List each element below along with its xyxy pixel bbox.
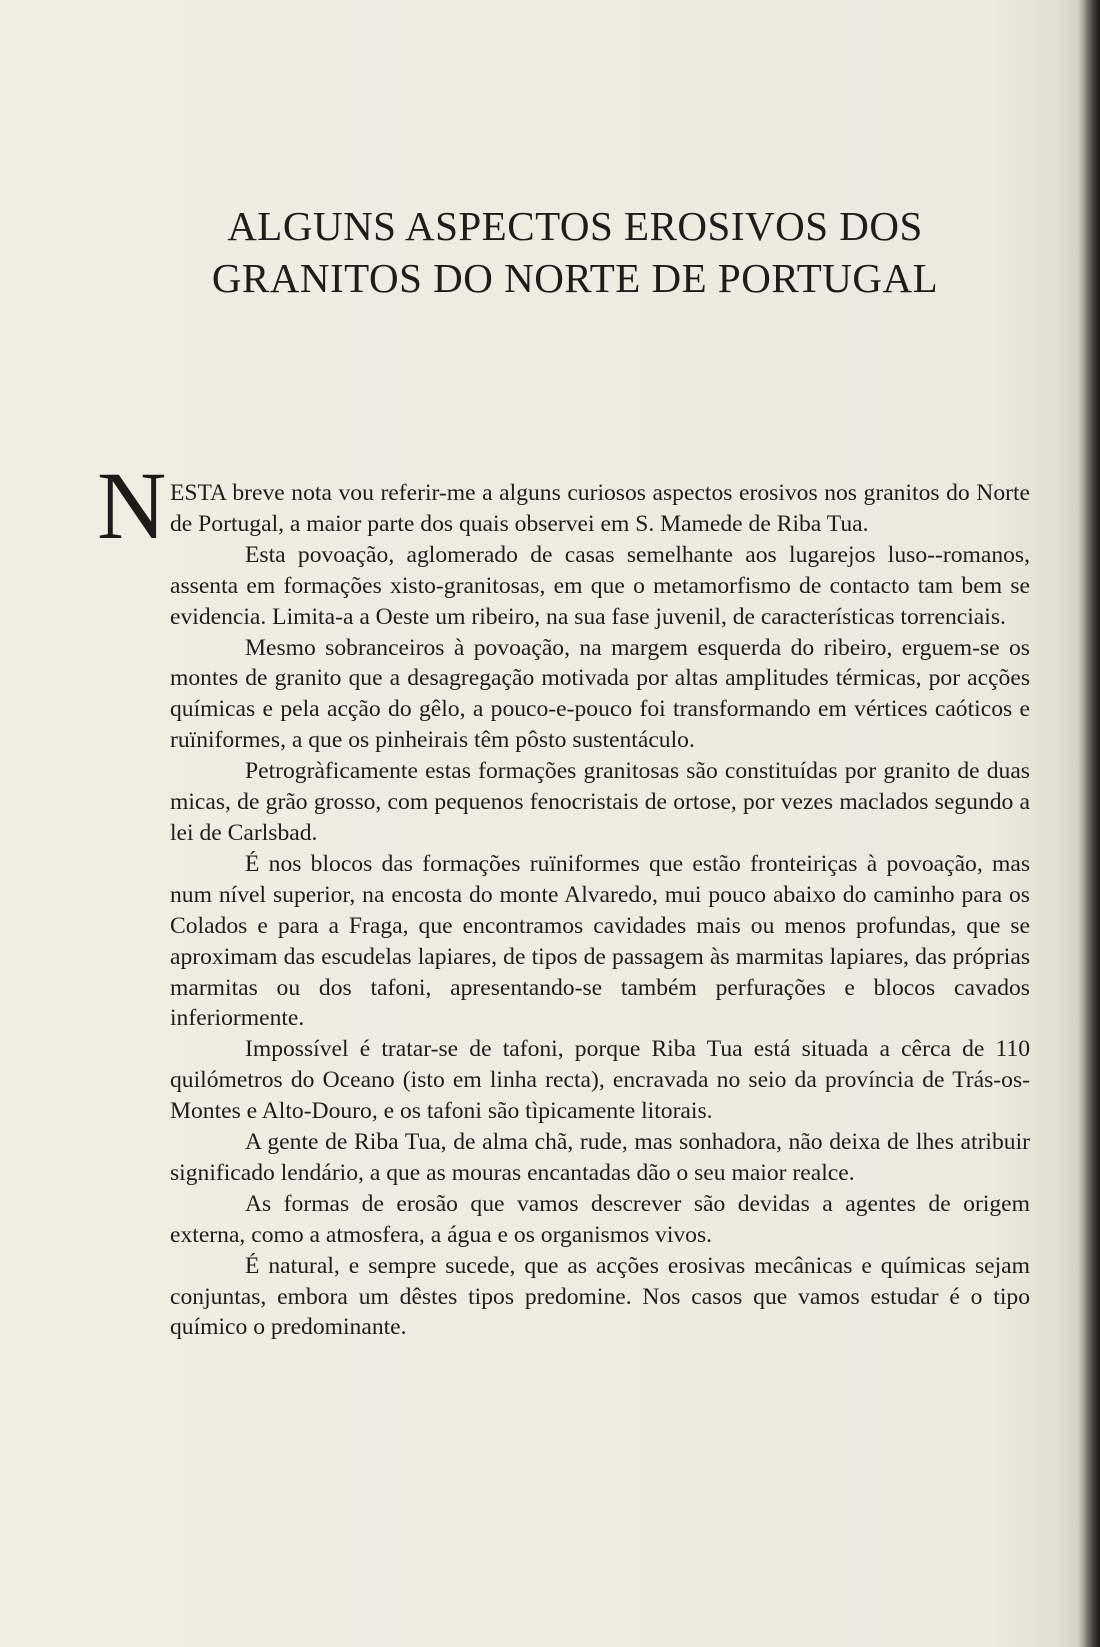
article-title <box>160 200 990 304</box>
drop-cap: N <box>97 452 167 559</box>
paragraph-7: A gente de Riba Tua, de alma chã, rude, mas sonhadora, não deixa de lhes atribuir significado lendário, a que as mouras encantadas dão o seu maior realce. <box>170 1129 1030 1186</box>
paragraph-9: É natural, e sempre sucede, que as acções erosivas mecânicas e químicas sejam conjuntas, embora um dêstes tipos predomine. Nos casos que vamos estudar é o tipo químico o predominante. <box>170 1252 1030 1341</box>
paragraph-8: As formas de erosão que vamos descrever são devidas a agentes de origem externa, como a atmosfera, a água e os organismos vivos. <box>170 1190 1030 1248</box>
article-title-line-2: GRANITOS DO NORTE DE PORTUGAL <box>211 255 939 301</box>
page-binding-shadow <box>1078 0 1100 1647</box>
paragraph-6: Impossível é tratar-se de tafoni, porque Riba Tua está situada a cêrca de 110 quilómetros do Oceano (isto em linha recta), encravada no seio da província de Trás-os-Montes e Alto-Douro, e os tafoni são tìpicamente litorais. <box>170 1036 1030 1125</box>
paragraph-1: ESTA breve nota vou referir-me a alguns curiosos aspectos erosivos nos granitos do Norte de Portugal, a maior parte dos quais observei em S. Mamede de Riba Tua. <box>170 480 1030 537</box>
paragraph-3: Mesmo sobranceiros à povoação, na margem esquerda do ribeiro, erguem-se os montes de granito que a desagregação motivada por altas amplitudes térmicas, por acções químicas e pela acção do gêlo, a pouco-e-pouco foi transformando em vértices caóticos e ruïniformes, a que os pinheirais têm pôsto sustentáculo. <box>170 634 1030 754</box>
article-title-line-1: ALGUNS ASPECTOS EROSIVOS DOS <box>227 203 923 249</box>
paragraph-4: Petrogràficamente estas formações granitosas são constituídas por granito de duas micas, de grão grosso, com pequenos fenocristais de ortose, por vezes maclados segundo a lei de Carlsbad. <box>170 758 1030 846</box>
article-body <box>170 478 1030 1343</box>
paragraph-5: É nos blocos das formações ruïniformes que estão fronteiriças à povoação, mas num nível superior, na encosta do monte Alvaredo, mui pouco abaixo do caminho para os Colados e para a Fraga, que encontramos cavidades mais ou menos profundas, que se aproximam das escudelas lapiares, de tipos de passagem às marmitas lapiares, das próprias marmitas ou dos tafoni, apresentando-se também perfurações e blocos cavados inferiormente. <box>170 850 1030 1032</box>
paragraph-2: Esta povoação, aglomerado de casas semelhante aos lugarejos luso--romanos, assenta em formações xisto-granitosas, em que o metamorfismo de contacto tam bem se evidencia. Limita-a a Oeste um ribeiro, na sua fase juvenil, de características torrenciais. <box>170 541 1030 630</box>
